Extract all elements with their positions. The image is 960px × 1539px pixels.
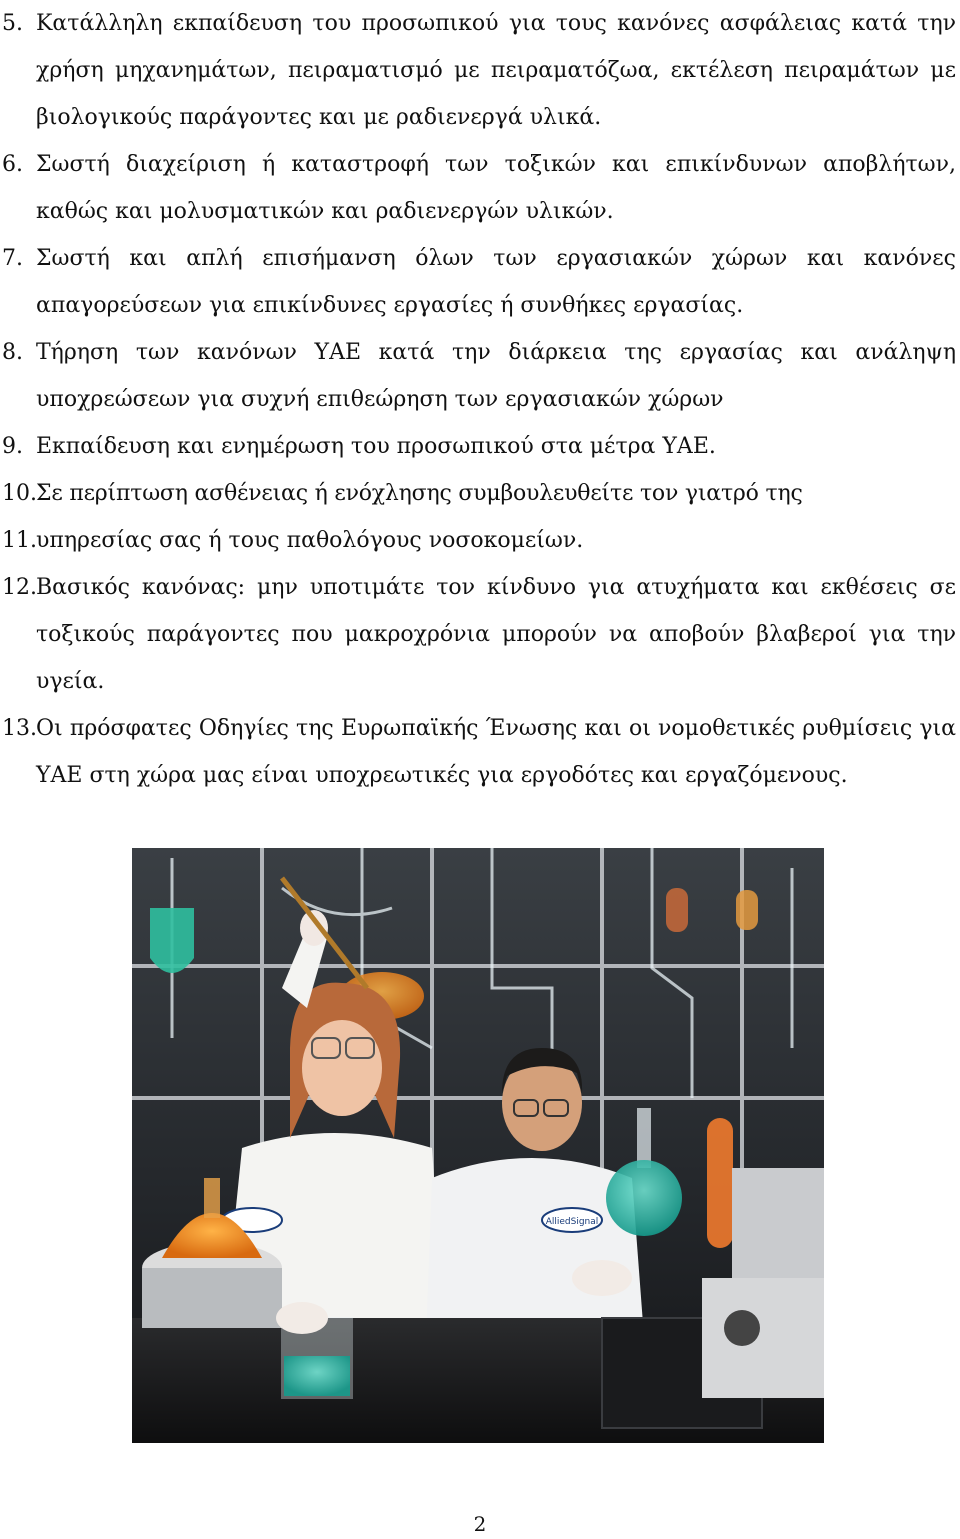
item-text: Σε περίπτωση ασθένειας ή ενόχλησης συμβουλευθείτε τον γιατρό της bbox=[36, 481, 803, 506]
page-number: 2 bbox=[473, 1512, 487, 1536]
list-item bbox=[0, 564, 960, 705]
item-text: Οι πρόσφατες Οδηγίες της Ευρωπαϊκής Ένωσης και οι νομοθετικές ρυθμίσεις για ΥΑΕ στη χώρα μας είναι υποχρεωτικές για εργοδότες και εργαζόμενους. bbox=[36, 716, 956, 788]
item-number: 5. bbox=[2, 11, 23, 36]
item-text: Σωστή και απλή επισήμανση όλων των εργασιακών χώρων και κανόνες απαγορεύσεων για επικίνδυνες εργασίες ή συνθήκες εργασίας. bbox=[36, 246, 956, 318]
list-item bbox=[0, 705, 960, 799]
amber-vial bbox=[736, 890, 758, 930]
item-text: Κατάλληλη εκπαίδευση του προσωπικού για τους κανόνες ασφάλειας κατά την χρήση μηχανημάτων, πειραματισμό με πειραματόζωα, εκτέλεση πειραμάτων με βιολογικούς παράγοντες και με ραδιενεργά υλικά. bbox=[36, 11, 956, 130]
list-item bbox=[0, 141, 960, 235]
item-text: Εκπαίδευση και ενημέρωση του προσωπικού στα μέτρα ΥΑΕ. bbox=[36, 434, 716, 459]
gloved-hand bbox=[572, 1260, 632, 1296]
item-text: Τήρηση των κανόνων ΥΑΕ κατά την διάρκεια της εργασίας και ανάληψη υποχρεώσεων για συχνή επιθεώρηση των εργασιακών χώρων bbox=[36, 340, 956, 412]
item-number: 13. bbox=[2, 716, 37, 741]
item-number: 8. bbox=[2, 340, 23, 365]
item-text: Βασικός κανόνας: μην υποτιμάτε τον κίνδυνο για ατυχήματα και εκθέσεις σε τοξικούς παράγοντες που μακροχρόνια μπορούν να αποβούν βλαβεροί για την υγεία. bbox=[36, 575, 956, 694]
lab-photo bbox=[132, 848, 824, 1443]
list-item bbox=[0, 423, 960, 470]
orange-test-tube bbox=[707, 1118, 733, 1248]
red-vial bbox=[666, 888, 688, 932]
item-number: 9. bbox=[2, 434, 23, 459]
lab-scene-illustration bbox=[132, 848, 824, 1443]
item-number: 6. bbox=[2, 152, 23, 177]
item-number: 11. bbox=[2, 528, 37, 553]
item-number: 10. bbox=[2, 481, 37, 506]
green-flask bbox=[150, 908, 194, 973]
list-item bbox=[0, 470, 960, 517]
list-item bbox=[0, 0, 960, 141]
item-text: υπηρεσίας σας ή τους παθολόγους νοσοκομείων. bbox=[36, 528, 584, 553]
list-item bbox=[0, 329, 960, 423]
gloved-hand bbox=[276, 1302, 328, 1334]
item-text: Σωστή διαχείριση ή καταστροφή των τοξικών και επικίνδυνων αποβλήτων, καθώς και μολυσματικών και ραδιενεργών υλικών. bbox=[36, 152, 956, 224]
item-number: 7. bbox=[2, 246, 23, 271]
item-number: 12. bbox=[2, 575, 37, 600]
logo-badge-text: AlliedSignal bbox=[545, 1217, 599, 1227]
list-item bbox=[0, 517, 960, 564]
list-item bbox=[0, 235, 960, 329]
